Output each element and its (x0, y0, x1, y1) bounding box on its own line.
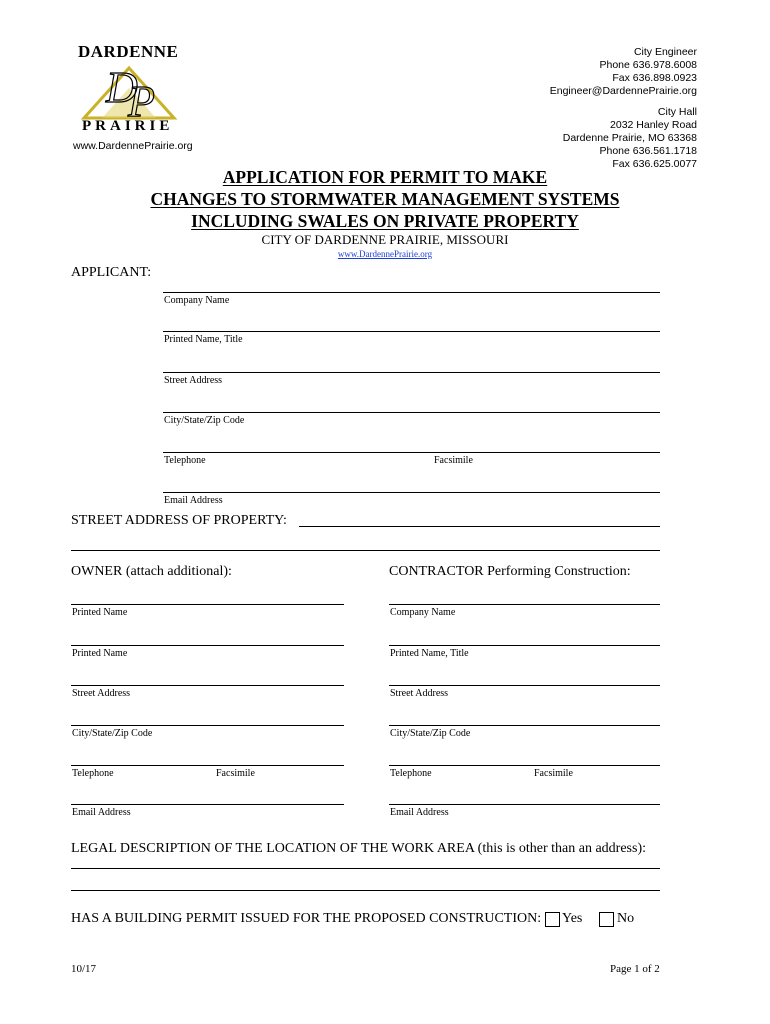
field-caption: Facsimile (216, 768, 255, 779)
svg-text:P: P (128, 77, 155, 122)
permit-no-label: No (617, 911, 635, 926)
site-link[interactable]: www.DardennePrairie.org (337, 249, 433, 259)
page-number: Page 1 of 2 (610, 963, 660, 975)
contractor-label: CONTRACTOR Performing Construction: (389, 564, 631, 579)
contractor-phone-input[interactable] (389, 765, 660, 766)
legal-description-input-2[interactable] (71, 890, 660, 891)
applicant-email-input[interactable] (163, 492, 660, 493)
owner-city-input[interactable] (71, 725, 344, 726)
applicant-label: APPLICANT: (71, 265, 152, 280)
engineer-contact (550, 46, 697, 98)
permit-yes-label: Yes (562, 911, 583, 926)
city-logo (70, 42, 188, 138)
contact-line: City Engineer (633, 46, 697, 58)
contractor-email-input[interactable] (389, 804, 660, 805)
contractor-city-input[interactable] (389, 725, 660, 726)
field-caption: Email Address (164, 495, 223, 506)
permit-yes-checkbox[interactable] (545, 912, 560, 927)
property-label: STREET ADDRESS OF PROPERTY: (71, 513, 287, 528)
contact-line: Fax 636.625.0077 (612, 158, 697, 170)
field-caption: Company Name (164, 295, 230, 306)
page-title-line-3: INCLUDING SWALES ON PRIVATE PROPERTY (191, 211, 579, 231)
field-caption: Printed Name, Title (164, 334, 243, 345)
applicant-street-input[interactable] (163, 372, 660, 373)
field-caption: Street Address (390, 688, 449, 699)
applicant-phone-input[interactable] (163, 452, 660, 453)
contact-line: Dardenne Prairie, MO 63368 (562, 132, 697, 144)
applicant-name-input[interactable] (163, 331, 660, 332)
field-caption: Telephone (164, 455, 206, 466)
contractor-street-input[interactable] (389, 685, 660, 686)
owner-label: OWNER (attach additional): (71, 564, 232, 579)
logo-url[interactable]: www.DardennePrairie.org (73, 140, 193, 152)
field-caption: Facsimile (434, 455, 473, 466)
field-caption: City/State/Zip Code (164, 415, 245, 426)
field-caption: Printed Name, Title (390, 648, 469, 659)
owner-name-input[interactable] (71, 604, 344, 605)
page-title-line-1: APPLICATION FOR PERMIT TO MAKE (222, 167, 548, 187)
logo-bottom-word: PRAIRIE (82, 118, 174, 134)
contact-line: City Hall (657, 106, 697, 118)
legal-description-input[interactable] (71, 868, 660, 869)
logo-emblem-icon (76, 60, 182, 122)
applicant-city-input[interactable] (163, 412, 660, 413)
contact-line: Fax 636.898.0923 (612, 72, 697, 84)
owner-phone-input[interactable] (71, 765, 344, 766)
field-caption: City/State/Zip Code (390, 728, 471, 739)
owner-email-input[interactable] (71, 804, 344, 805)
form-version: 10/17 (71, 963, 97, 975)
owner-street-input[interactable] (71, 685, 344, 686)
page-title-line-2: CHANGES TO STORMWATER MANAGEMENT SYSTEMS (150, 189, 620, 209)
field-caption: City/State/Zip Code (72, 728, 153, 739)
field-caption: Telephone (390, 768, 432, 779)
contact-email[interactable]: Engineer@DardennePrairie.org (549, 85, 697, 97)
property-address-input[interactable] (299, 526, 660, 527)
contractor-name-input[interactable] (389, 645, 660, 646)
field-caption: Facsimile (534, 768, 573, 779)
field-caption: Printed Name (72, 607, 128, 618)
contractor-company-input[interactable] (389, 604, 660, 605)
svg-text:D: D (106, 63, 138, 112)
property-address-input-2[interactable] (71, 550, 660, 551)
city-hall-contact (563, 106, 697, 171)
contact-line: Phone 636.561.1718 (599, 145, 697, 157)
contact-line: 2032 Hanley Road (610, 119, 697, 131)
legal-description-label: LEGAL DESCRIPTION OF THE LOCATION OF THE WORK AREA (this is other than an address): (71, 841, 647, 856)
field-caption: Telephone (72, 768, 114, 779)
field-caption: Company Name (390, 607, 456, 618)
field-caption: Email Address (72, 807, 131, 818)
logo-top-word: DARDENNE (78, 42, 179, 61)
permit-no-checkbox[interactable] (599, 912, 614, 927)
building-permit-label: HAS A BUILDING PERMIT ISSUED FOR THE PROPOSED CONSTRUCTION: (71, 911, 542, 926)
field-caption: Street Address (164, 375, 223, 386)
owner-name-input-2[interactable] (71, 645, 344, 646)
field-caption: Street Address (72, 688, 131, 699)
applicant-company-input[interactable] (163, 292, 660, 293)
page-subtitle: CITY OF DARDENNE PRAIRIE, MISSOURI (261, 232, 509, 247)
contact-line: Phone 636.978.6008 (599, 59, 697, 71)
field-caption: Email Address (390, 807, 449, 818)
field-caption: Printed Name (72, 648, 128, 659)
